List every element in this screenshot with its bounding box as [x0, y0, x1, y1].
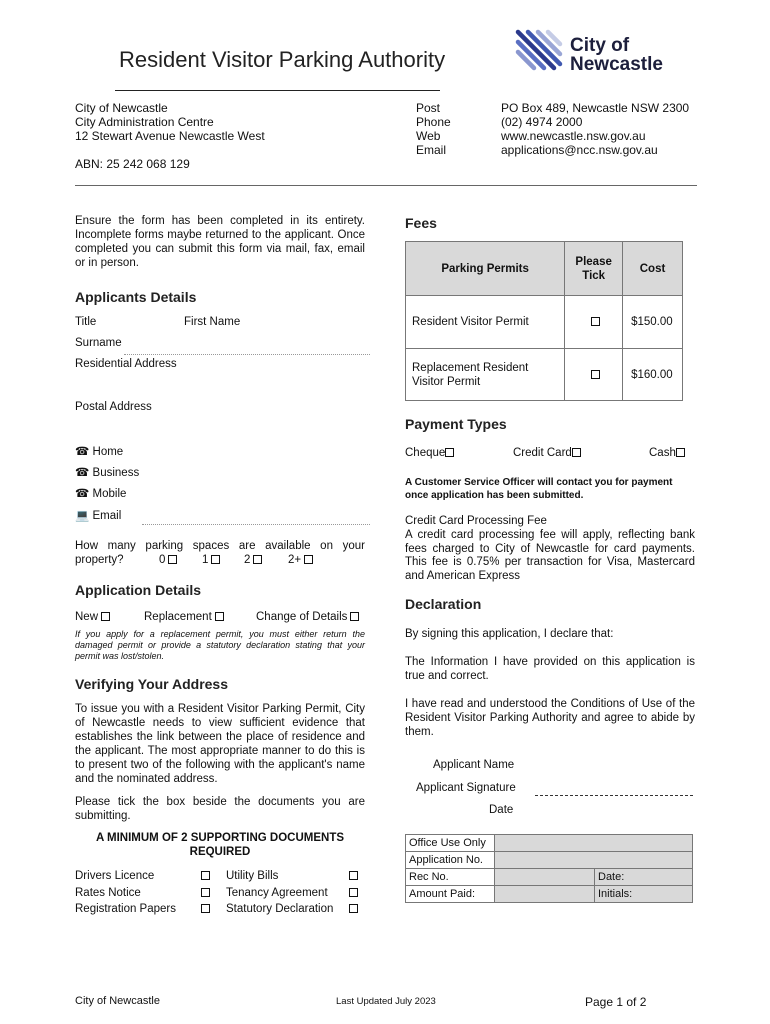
rec-no-label: Rec No.	[406, 869, 495, 886]
doc-item: Registration Papers	[75, 903, 176, 915]
phone-icon: ☎	[75, 446, 93, 458]
contact-label: Phone	[416, 115, 451, 129]
declaration-point-1: The Information I have provided on this application is true and correct.	[405, 656, 695, 682]
address-line: 12 Stewart Avenue Newcastle West	[75, 129, 265, 143]
docs-right-checks	[346, 868, 358, 918]
checkbox[interactable]	[201, 888, 210, 897]
address-line: City of Newcastle	[75, 101, 168, 115]
surname-label: Surname	[75, 337, 122, 349]
fees-col-permits: Parking Permits	[406, 242, 565, 296]
option-label: Change of Details	[256, 611, 348, 623]
applicant-name-field[interactable]	[520, 773, 694, 774]
checkbox[interactable]	[101, 612, 110, 621]
contact-value[interactable]: applications@ncc.nsw.gov.au	[501, 143, 658, 157]
contact-label: Post	[416, 101, 441, 115]
applicant-signature-field[interactable]	[535, 795, 693, 796]
spaces-option-label: 2	[244, 554, 251, 566]
doc-item: Drivers Licence	[75, 870, 155, 882]
title-divider	[115, 90, 440, 91]
checkbox[interactable]	[445, 448, 454, 457]
payment-option-label: Cash	[649, 447, 676, 459]
mobile-phone-row	[75, 486, 126, 500]
home-phone-row	[75, 444, 123, 458]
business-label: Business	[92, 467, 140, 479]
checkbox[interactable]	[201, 871, 210, 880]
address-block	[75, 101, 265, 143]
date-field[interactable]: Date:	[595, 869, 693, 886]
fees-table	[405, 241, 683, 401]
contact-value: (02) 4974 2000	[501, 115, 583, 129]
tick-header-line: Please	[575, 255, 612, 268]
amount-paid-field[interactable]	[495, 886, 595, 903]
minimum-docs-line: REQUIRED	[189, 846, 251, 858]
spaces-question: How many parking spaces are available on your	[75, 540, 365, 552]
option-label: New	[75, 611, 99, 623]
checkbox[interactable]	[211, 555, 220, 564]
cc-fee-text: A credit card processing fee will apply, reflecting bank fees charged to City of Newcastle for card payments. This fee is 0.75% per transaction for Visa, Mastercard and American Express	[405, 529, 695, 582]
permit-name-line: Visitor Permit	[412, 375, 481, 388]
email-row	[75, 508, 121, 522]
spaces-option-2[interactable]	[244, 554, 262, 566]
cc-fee-title: Credit Card Processing Fee	[405, 515, 547, 527]
phone-icon: ☎	[75, 467, 93, 479]
checkbox[interactable]	[168, 555, 177, 564]
spaces-option-2plus[interactable]	[288, 554, 313, 566]
declaration-heading: Declaration	[405, 596, 482, 612]
surname-field[interactable]	[124, 354, 370, 355]
checkbox[interactable]	[215, 612, 224, 621]
declaration-point-2: I have read and understood the Conditions of Use of the Resident Visitor Parking Authority and agree to abide by them.	[405, 698, 695, 738]
rec-no-field[interactable]	[495, 869, 595, 886]
checkbox[interactable]	[201, 904, 210, 913]
doc-item: Tenancy Agreement	[226, 886, 328, 899]
application-no-label: Application No.	[406, 852, 495, 869]
footer-page-number: Page 1 of 2	[585, 995, 647, 1009]
checkbox[interactable]	[591, 370, 600, 379]
spaces-option-0[interactable]	[159, 554, 177, 566]
residential-address-label: Residential Address	[75, 358, 177, 370]
office-use-table	[405, 834, 693, 903]
replacement-note: If you apply for a replacement permit, you must either return the damaged permit or provide a statutory declaration stating that your permit was lost/stolen.	[75, 629, 365, 661]
checkbox[interactable]	[676, 448, 685, 457]
checkbox[interactable]	[349, 904, 358, 913]
spaces-option-label: 1	[202, 554, 209, 566]
applicant-signature-label: Applicant Signature	[416, 782, 516, 794]
declaration-intro: By signing this application, I declare that:	[405, 628, 614, 640]
business-phone-row	[75, 465, 139, 479]
doc-item: Rates Notice	[75, 886, 141, 899]
contact-value: PO Box 489, Newcastle NSW 2300	[501, 101, 690, 115]
payment-option-label: Cheque	[405, 447, 446, 459]
change-details-option[interactable]	[256, 611, 359, 623]
minimum-docs-line: A MINIMUM OF 2 SUPPORTING DOCUMENTS	[95, 832, 345, 844]
replacement-option[interactable]	[144, 611, 224, 623]
applicant-name-label: Applicant Name	[433, 759, 515, 771]
postal-address-label: Postal Address	[75, 401, 152, 413]
option-label: Replacement	[144, 611, 212, 623]
fees-row	[406, 349, 683, 401]
mobile-label: Mobile	[92, 488, 127, 500]
new-option[interactable]	[75, 611, 110, 623]
first-name-label: First Name	[184, 316, 241, 328]
title-label: Title	[75, 316, 97, 328]
checkbox[interactable]	[253, 555, 262, 564]
checkbox[interactable]	[304, 555, 313, 564]
permit-name: Resident Visitor Permit	[406, 296, 565, 349]
checkbox[interactable]	[350, 612, 359, 621]
fees-header-row	[406, 242, 683, 296]
application-heading: Application Details	[75, 582, 202, 598]
fees-col-tick	[565, 242, 623, 296]
abn: ABN: 25 242 068 129	[75, 157, 190, 171]
checkbox[interactable]	[349, 871, 358, 880]
home-label: Home	[92, 446, 124, 458]
office-use-title: Office Use Only	[406, 835, 495, 852]
payment-option-label: Credit Card	[513, 447, 572, 459]
phone-icon: ☎	[75, 488, 93, 500]
spaces-option-label: 2+	[288, 554, 302, 566]
spaces-question-2: property?	[75, 554, 124, 566]
payment-notice: A Customer Service Officer will contact you for payment once application has been submitted.	[405, 477, 673, 501]
permit-name	[406, 349, 565, 401]
contact-values	[501, 101, 689, 157]
checkbox[interactable]	[572, 448, 581, 457]
email-label: Email	[92, 510, 122, 522]
cash-option[interactable]	[649, 447, 685, 459]
date-label: Date	[489, 804, 514, 816]
cheque-option[interactable]	[405, 447, 454, 459]
permit-cost: $150.00	[623, 296, 683, 349]
verify-heading: Verifying Your Address	[75, 676, 229, 692]
spaces-option-1[interactable]	[202, 554, 220, 566]
permit-cost: $160.00	[623, 349, 683, 401]
payment-heading: Payment Types	[405, 416, 507, 432]
checkbox[interactable]	[591, 317, 600, 326]
docs-left-checks	[198, 868, 210, 918]
office-use-shade	[495, 835, 693, 852]
contact-label: Email	[416, 143, 447, 157]
logo-line2: Newcastle	[570, 54, 663, 75]
contact-value[interactable]: www.newcastle.nsw.gov.au	[501, 129, 646, 143]
amount-paid-label: Amount Paid:	[406, 886, 495, 903]
doc-item: Utility Bills	[226, 870, 279, 882]
contact-labels	[416, 101, 451, 157]
applicants-heading: Applicants Details	[75, 289, 197, 305]
fees-heading: Fees	[405, 215, 437, 231]
fees-col-cost: Cost	[623, 242, 683, 296]
intro-text: Ensure the form has been completed in its entirety. Incomplete forms maybe returned to the applicant. Once completed you can submit this form via mail, fax, email or in person.	[75, 215, 365, 269]
permit-name-line: Replacement Resident	[412, 361, 529, 374]
email-field[interactable]	[142, 524, 370, 525]
doc-item: Statutory Declaration	[226, 903, 334, 915]
address-divider	[75, 185, 697, 186]
minimum-docs-notice	[75, 831, 365, 859]
checkbox[interactable]	[349, 888, 358, 897]
docs-left-list	[75, 868, 176, 918]
verify-paragraph: To issue you with a Resident Visitor Parking Permit, City of Newcastle needs to view sufficient evidence that establishes the link between the place of residence and the applicant. The most appropriate manner to do this is to present two of the following with the applicant's name and the nominated address.	[75, 703, 365, 785]
fees-row	[406, 296, 683, 349]
application-no-field[interactable]	[495, 852, 693, 869]
city-of-newcastle-logo-icon	[514, 28, 564, 78]
logo-line1: City of	[570, 35, 630, 56]
address-line: City Administration Centre	[75, 115, 214, 129]
spaces-option-label: 0	[159, 554, 166, 566]
footer-updated: Last Updated July 2023	[336, 996, 436, 1007]
docs-right-list	[226, 868, 333, 918]
tick-header-line: Tick	[582, 269, 606, 282]
initials-field[interactable]: Initials:	[595, 886, 693, 903]
footer-org: City of Newcastle	[75, 995, 160, 1007]
page-title: Resident Visitor Parking Authority	[119, 47, 446, 72]
logo-text	[570, 36, 663, 74]
credit-card-option[interactable]	[513, 447, 581, 459]
verify-instruction: Please tick the box beside the documents you are submitting.	[75, 796, 365, 822]
contact-label: Web	[416, 129, 441, 143]
computer-icon: 💻	[75, 510, 93, 522]
